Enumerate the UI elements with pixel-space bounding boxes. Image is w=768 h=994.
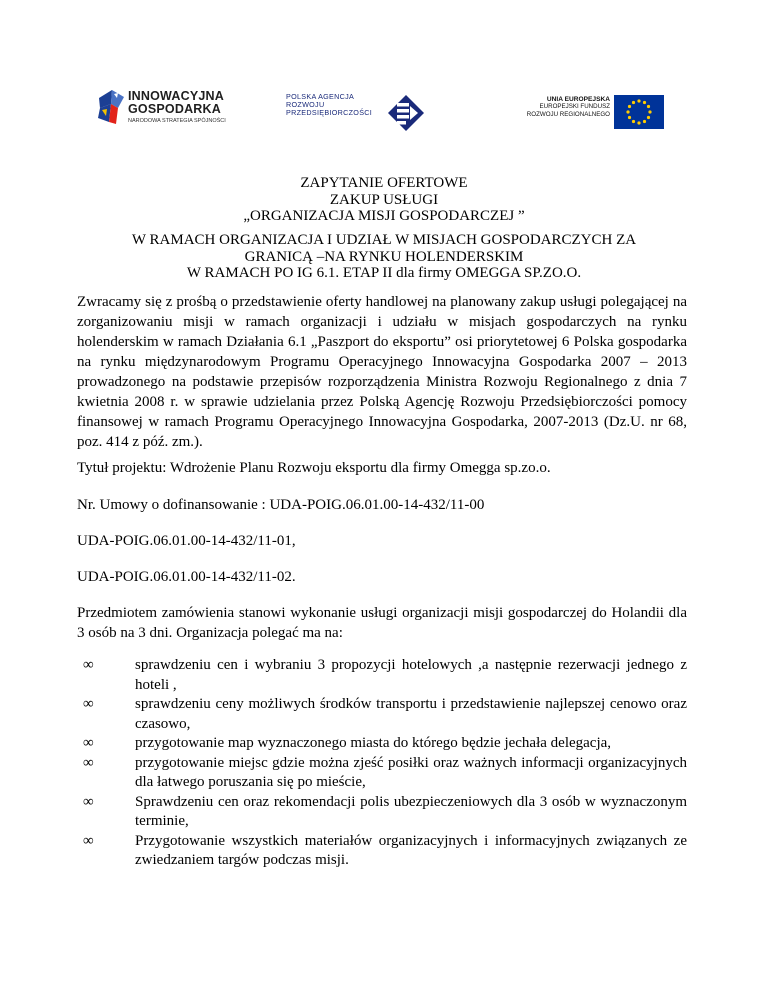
infinity-bullet-icon: ∞ — [83, 832, 94, 849]
parp-logo-text — [286, 93, 372, 116]
ig-logo-line3: NARODOWA STRATEGIA SPÓJNOŚCI — [128, 118, 226, 124]
parp-emblem-icon — [386, 93, 428, 133]
infinity-bullet-icon: ∞ — [83, 696, 94, 712]
eu-logo-line1: UNIA EUROPEJSKA — [546, 96, 610, 103]
document-title — [0, 175, 768, 225]
contract-annex-1: UDA-POIG.06.01.00-14-432/11-01, — [77, 533, 296, 549]
parp-logo-line2: ROZWOJU — [286, 99, 325, 109]
task-text: Sprawdzeniu cen oraz rekomendacji polis ubezpieczeniowych dla 3 osób w wyznaczonym terminie, — [135, 793, 687, 829]
list-item — [77, 754, 687, 793]
contract-number-paragraph: Nr. Umowy o dofinansowanie : UDA-POIG.06.01.00-14-432/11-00 — [77, 497, 485, 513]
subtitle-line2: GRANICĄ –NA RYNKU HOLENDERSKIM — [244, 248, 524, 265]
order-subject-paragraph: Przedmiotem zamówienia stanowi wykonanie usługi organizacji misji gospodarczej do Holandii dla 3 osób na 3 dni. Organizacja polegać ma na: — [77, 605, 687, 641]
task-text: przygotowanie miejsc gdzie można zjeść posiłki oraz ważnych informacji organizacyjnych dla łatwego poruszania się po mieście, — [135, 754, 687, 790]
list-item — [77, 695, 687, 734]
infinity-bullet-icon: ∞ — [83, 793, 94, 810]
eu-flag-icon — [614, 95, 664, 129]
list-item — [77, 656, 687, 695]
subtitle-line1: W RAMACH ORGANIZACJA I UDZIAŁ W MISJACH GOSPODARCZYCH ZA — [131, 232, 637, 248]
title-line1: ZAPYTANIE OFERTOWE — [300, 175, 468, 191]
parp-logo-line3: PRZEDSIĘBIORCZOŚCI — [286, 107, 373, 117]
infinity-bullet-icon: ∞ — [83, 754, 94, 771]
ig-logo-line1: INNOWACYJNA — [128, 89, 224, 103]
eu-logo-line3: ROZWOJU REGIONALNEGO — [526, 110, 610, 118]
eu-logo — [512, 95, 664, 129]
task-text: sprawdzeniu cen i wybraniu 3 propozycji hotelowych ,a następnie rezerwacji jednego z hoteli , — [135, 657, 687, 693]
infinity-bullet-icon: ∞ — [83, 735, 94, 751]
task-text: Przygotowanie wszystkich materiałów organizacyjnych i informacyjnych związanych ze zwiedzaniem targów podczas misji. — [135, 832, 687, 868]
ig-logo-line2: GOSPODARKA — [128, 102, 221, 116]
document-subtitle — [0, 232, 768, 282]
intro-paragraph: Zwracamy się z prośbą o przedstawienie oferty handlowej na planowany zakup usługi polegającej na zorganizowaniu misji w ramach organizacji i udziału w misjach gospodarczych na rynku holenderskim w ramach Działania 6.1 „Paszport do eksportu” osi priorytetowej 6 Polska gospodarka na rynku międzynarodowym Programu Operacyjnego Innowacyjna Gospodarka 2007 – 2013 prowadzonego na podstawie przepisów rozporządzenia Ministra Rozwoju Regionalnego z dnia 7 kwietnia 2008 r. w sprawie udzielania przez Polską Agencję Rozwoju Przedsiębiorczości pomocy finansowej w ramach Programu Operacyjnego Innowacyjna Gospodarka, 2007-2013 (Dz.U. nr 68, poz. 414 z póź. zm.). — [77, 294, 687, 450]
title-line3: „ORGANIZACJA MISJI GOSPODARCZEJ ” — [243, 208, 525, 224]
ig-emblem-icon — [96, 88, 126, 128]
list-item — [77, 832, 687, 871]
list-item — [77, 793, 687, 832]
task-text: przygotowanie map wyznaczonego miasta do którego będzie jechała delegacja, — [135, 735, 612, 751]
parp-logo — [286, 93, 436, 133]
eu-logo-text — [527, 96, 610, 118]
parp-logo-line1: POLSKA AGENCJA — [286, 92, 355, 101]
innowacyjna-gospodarka-logo — [96, 88, 236, 132]
task-list — [77, 656, 687, 871]
task-text: sprawdzeniu ceny możliwych środków transportu i przedstawienie najlepszej cenowo oraz czasowo, — [135, 696, 687, 732]
subtitle-line3: W RAMACH PO IG 6.1. ETAP II dla firmy OMEGGA SP.ZO.O. — [186, 265, 582, 281]
infinity-bullet-icon: ∞ — [83, 657, 94, 673]
title-line2: ZAKUP USŁUGI — [329, 191, 439, 208]
project-title-paragraph: Tytuł projektu: Wdrożenie Planu Rozwoju eksportu dla firmy Omegga sp.zo.o. — [77, 460, 551, 476]
list-item — [77, 734, 687, 754]
eu-logo-line2: EUROPEJSKI FUNDUSZ — [539, 103, 610, 111]
contract-annex-2: UDA-POIG.06.01.00-14-432/11-02. — [77, 569, 296, 585]
